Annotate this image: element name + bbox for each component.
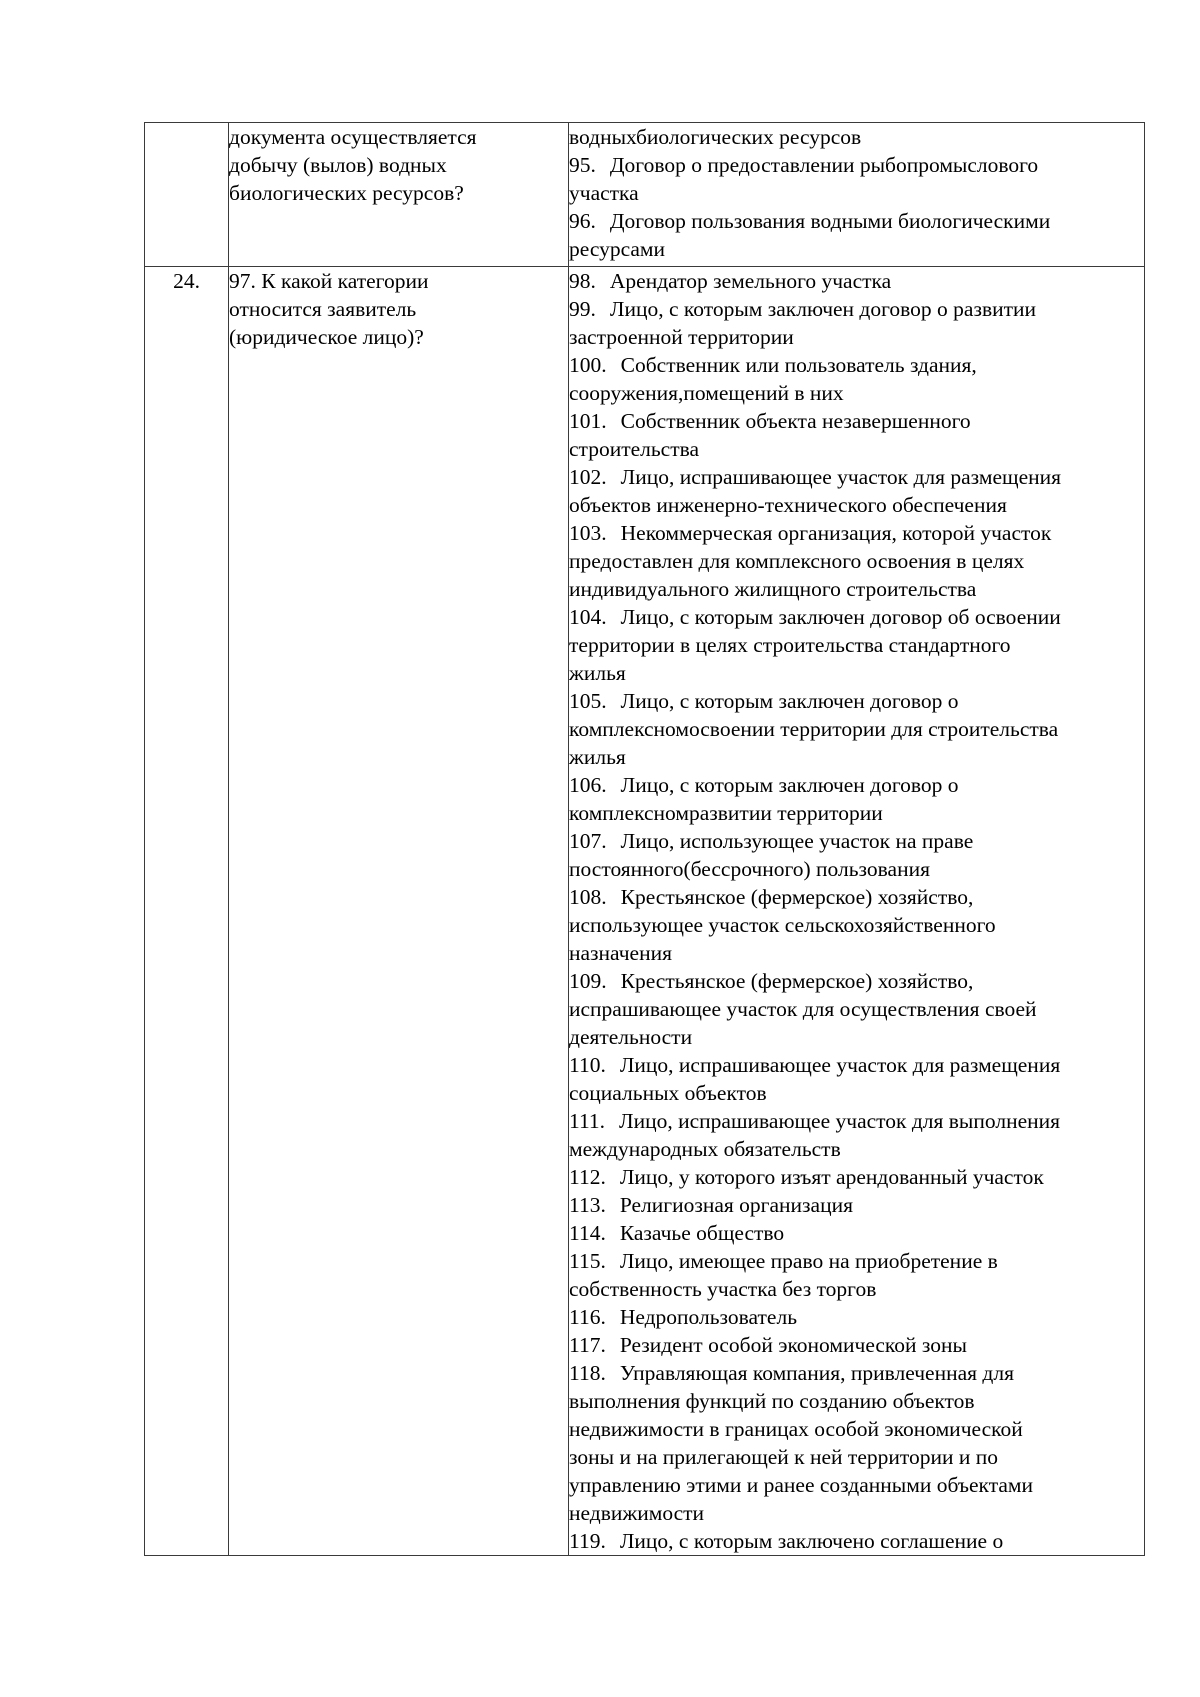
answer-text: социальных объектов xyxy=(569,1081,767,1105)
answer-option xyxy=(569,1107,1144,1163)
answer-option xyxy=(569,519,1144,603)
answers-cell xyxy=(569,123,1145,267)
answer-first-line xyxy=(569,1303,1144,1331)
answer-first-line xyxy=(569,1219,1144,1247)
answer-text: Лицо, испрашивающее участок для выполнения xyxy=(619,1109,1061,1133)
answer-option xyxy=(569,967,1144,1051)
answer-option xyxy=(569,1359,1144,1527)
answer-first-line xyxy=(569,1163,1144,1191)
answer-option xyxy=(569,123,1144,151)
answer-text: выполнения функций по созданию объектов xyxy=(569,1389,975,1413)
answer-option xyxy=(569,883,1144,967)
answer-option xyxy=(569,1163,1144,1191)
row-number-cell xyxy=(145,123,229,267)
question-line: относится заявитель xyxy=(229,297,417,321)
answer-option xyxy=(569,207,1144,263)
answer-text: собственность участка без торгов xyxy=(569,1277,877,1301)
answer-text: Лицо, с которым заключен договор о xyxy=(620,689,959,713)
answer-first-line xyxy=(569,883,1144,911)
answer-text: участка xyxy=(569,181,639,205)
answer-text: Некоммерческая организация, которой участок xyxy=(620,521,1052,545)
answer-text: Арендатор земельного участка xyxy=(609,269,892,293)
answer-text: Договор пользования водными биологическими xyxy=(609,209,1051,233)
answer-number: 107. xyxy=(569,829,607,853)
answer-first-line xyxy=(569,295,1144,323)
answer-number: 114. xyxy=(569,1221,606,1245)
answer-text: постоянного(бессрочного) пользования xyxy=(569,857,930,881)
answer-text: зоны и на прилегающей к ней территории и по xyxy=(569,1445,999,1469)
answer-number: 101. xyxy=(569,409,607,433)
answer-first-line xyxy=(569,1107,1144,1135)
answer-text: недвижимости в границах особой экономической xyxy=(569,1417,1023,1441)
answer-first-line xyxy=(569,151,1144,179)
answer-option xyxy=(569,1051,1144,1107)
table-row xyxy=(145,267,1145,1556)
answer-first-line xyxy=(569,1247,1144,1275)
answer-text: Резидент особой экономической зоны xyxy=(619,1333,967,1357)
answer-number: 118. xyxy=(569,1361,606,1385)
answer-first-line xyxy=(569,827,1144,855)
answer-first-line xyxy=(569,207,1144,235)
answer-first-line xyxy=(569,1051,1144,1079)
answer-number: 100. xyxy=(569,353,607,377)
questionnaire-table xyxy=(144,122,1145,1556)
answer-number: 110. xyxy=(569,1053,606,1077)
answer-number: 111. xyxy=(569,1109,606,1133)
answer-first-line xyxy=(569,1359,1144,1387)
row-number-cell xyxy=(145,267,229,1556)
answer-text: международных обязательств xyxy=(569,1137,841,1161)
answer-option xyxy=(569,1331,1144,1359)
answer-text: Лицо, испрашивающее участок для размещения xyxy=(620,465,1062,489)
question-line: (юридическое лицо)? xyxy=(229,325,424,349)
answer-text: Крестьянское (фермерское) хозяйство, xyxy=(620,885,974,909)
answer-text: жилья xyxy=(569,745,626,769)
answer-first-line xyxy=(569,351,1144,379)
answer-text: Лицо, испрашивающее участок для размещения xyxy=(619,1053,1061,1077)
question-cell xyxy=(229,267,569,1556)
table-row xyxy=(145,123,1145,267)
answer-first-line xyxy=(569,267,1144,295)
answer-text: Лицо, с которым заключен договор о xyxy=(620,773,959,797)
answer-text: жилья xyxy=(569,661,626,685)
answer-list xyxy=(569,123,1144,263)
question-text xyxy=(229,267,568,351)
question-text xyxy=(229,123,568,207)
answer-text: Крестьянское (фермерское) хозяйство, xyxy=(620,969,974,993)
question-line: 97. К какой категории xyxy=(229,269,429,293)
answer-text: Лицо, использующее участок на праве xyxy=(620,829,974,853)
answer-number: 105. xyxy=(569,689,607,713)
answer-first-line xyxy=(569,1527,1144,1555)
answer-text: комплексномразвитии территории xyxy=(569,801,883,825)
question-line: добычу (вылов) водных xyxy=(229,153,447,177)
answer-option xyxy=(569,603,1144,687)
answer-option xyxy=(569,1527,1144,1555)
answer-option xyxy=(569,827,1144,883)
answer-option xyxy=(569,687,1144,771)
answer-first-line xyxy=(569,407,1144,435)
answer-number: 117. xyxy=(569,1333,606,1357)
answer-text: Собственник или пользователь здания, xyxy=(620,353,977,377)
answer-number: 99. xyxy=(569,297,596,321)
answer-text: деятельности xyxy=(569,1025,693,1049)
answer-number: 103. xyxy=(569,521,607,545)
answer-text: объектов инженерно-технического обеспечения xyxy=(569,493,1007,517)
answer-first-line xyxy=(569,519,1144,547)
answer-text: Религиозная организация xyxy=(619,1193,853,1217)
answer-text: индивидуального жилищного строительства xyxy=(569,577,977,601)
row-number: 24. xyxy=(173,269,200,293)
answer-number: 102. xyxy=(569,465,607,489)
answer-first-line xyxy=(569,1191,1144,1219)
answer-text: водныхбиологических ресурсов xyxy=(569,125,862,149)
answer-option xyxy=(569,151,1144,207)
answer-number: 108. xyxy=(569,885,607,909)
answer-text: территории в целях строительства стандартного xyxy=(569,633,1011,657)
question-cell xyxy=(229,123,569,267)
answer-number: 113. xyxy=(569,1193,606,1217)
answer-option xyxy=(569,1219,1144,1247)
answer-number: 109. xyxy=(569,969,607,993)
answer-text: назначения xyxy=(569,941,672,965)
answer-number: 95. xyxy=(569,153,596,177)
answer-option xyxy=(569,407,1144,463)
question-line: документа осуществляется xyxy=(229,125,477,149)
answer-option xyxy=(569,771,1144,827)
answer-text: недвижимости xyxy=(569,1501,705,1525)
answer-number: 104. xyxy=(569,605,607,629)
answer-text: сооружения,помещений в них xyxy=(569,381,844,405)
answer-first-line xyxy=(569,967,1144,995)
answer-option xyxy=(569,463,1144,519)
question-line: биологических ресурсов? xyxy=(229,181,464,205)
answer-list xyxy=(569,267,1144,1555)
answer-text: Собственник объекта незавершенного xyxy=(620,409,971,433)
answer-text: Лицо, с которым заключен договор об освоении xyxy=(620,605,1061,629)
answer-text: строительства xyxy=(569,437,700,461)
answer-first-line xyxy=(569,603,1144,631)
answer-text: ресурсами xyxy=(569,237,666,261)
answer-number: 115. xyxy=(569,1249,606,1273)
answers-cell xyxy=(569,267,1145,1556)
answer-option xyxy=(569,1303,1144,1331)
answer-text: Управляющая компания, привлеченная для xyxy=(619,1361,1014,1385)
answer-number: 112. xyxy=(569,1165,606,1189)
answer-first-line xyxy=(569,463,1144,491)
answer-text: предоставлен для комплексного освоения в целях xyxy=(569,549,1025,573)
answer-option xyxy=(569,267,1144,295)
answer-number: 106. xyxy=(569,773,607,797)
answer-number: 119. xyxy=(569,1529,606,1553)
answer-option xyxy=(569,1247,1144,1303)
answer-text: Лицо, у которого изъят арендованный участок xyxy=(619,1165,1044,1189)
answer-text: застроенной территории xyxy=(569,325,794,349)
answer-text: Лицо, с которым заключено соглашение о xyxy=(619,1529,1004,1553)
answer-text: Договор о предоставлении рыбопромыслового xyxy=(609,153,1039,177)
answer-option xyxy=(569,295,1144,351)
answer-first-line xyxy=(569,1331,1144,1359)
answer-text: Лицо, с которым заключен договор о развитии xyxy=(609,297,1037,321)
answer-text: комплексномосвоении территории для строительства xyxy=(569,717,1059,741)
answer-number: 116. xyxy=(569,1305,606,1329)
answer-first-line xyxy=(569,771,1144,799)
answer-option xyxy=(569,1191,1144,1219)
answer-text: Казачье общество xyxy=(619,1221,785,1245)
answer-text: управлению этими и ранее созданными объектами xyxy=(569,1473,1034,1497)
answer-option xyxy=(569,351,1144,407)
answer-number: 98. xyxy=(569,269,596,293)
answer-text: использующее участок сельскохозяйственного xyxy=(569,913,996,937)
answer-text: Недропользователь xyxy=(619,1305,798,1329)
answer-text: испрашивающее участок для осуществления своей xyxy=(569,997,1037,1021)
answer-text: Лицо, имеющее право на приобретение в xyxy=(619,1249,998,1273)
answer-number: 96. xyxy=(569,209,596,233)
answer-first-line xyxy=(569,687,1144,715)
